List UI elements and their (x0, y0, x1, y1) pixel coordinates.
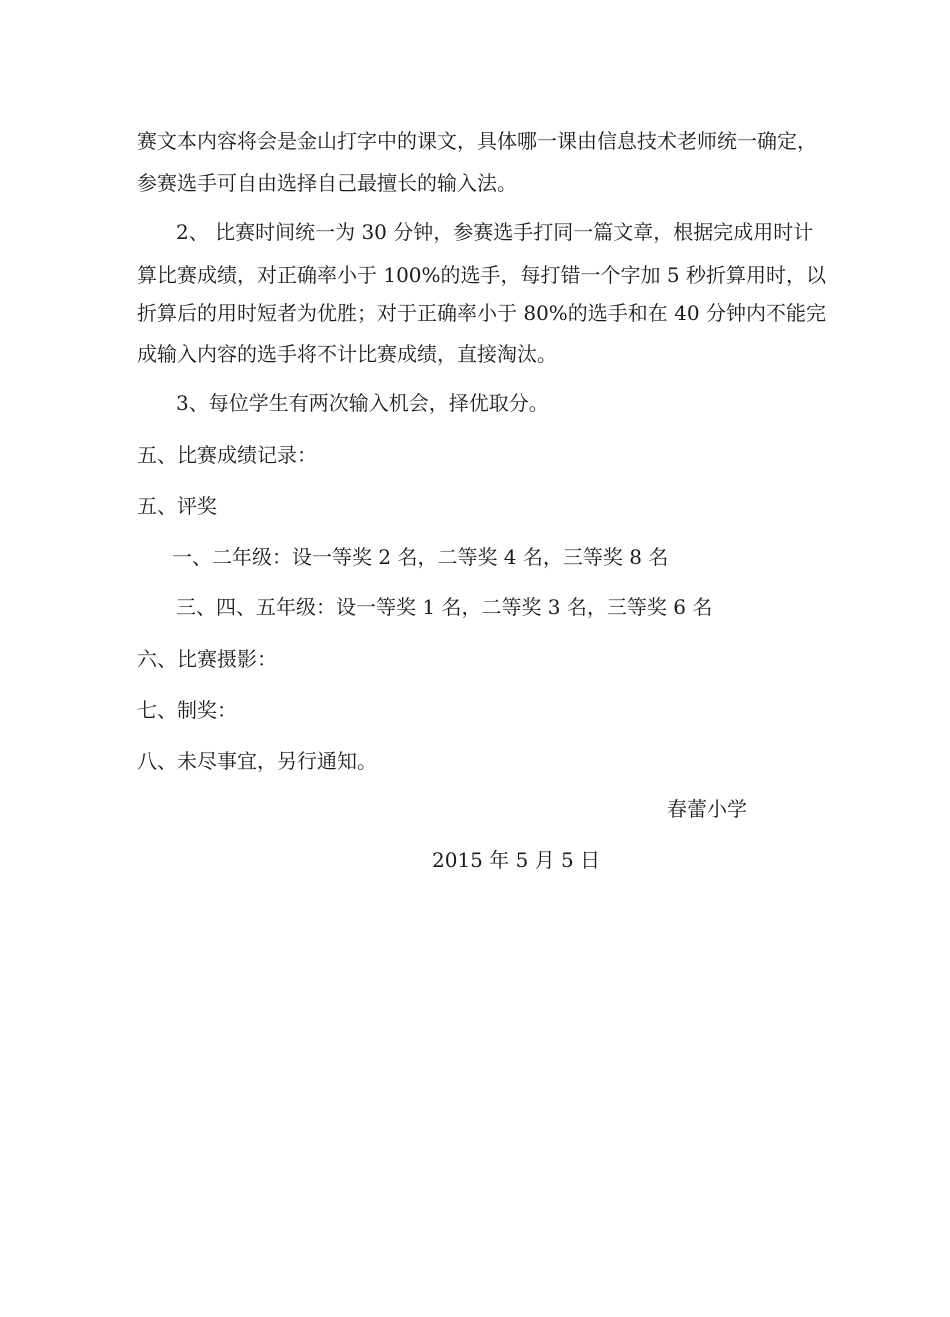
section-5-record-heading: 五、比赛成绩记录： (137, 443, 317, 467)
signature-school: 春蕾小学 (667, 797, 747, 821)
section-6-heading: 六、比赛摄影： (137, 647, 277, 671)
signature-date: 2015 年 5 月 5 日 (432, 848, 601, 872)
paragraph-1-line-2: 参赛选手可自由选择自己最擅长的输入法。 (137, 171, 517, 195)
section-5-awards-heading: 五、评奖 (137, 494, 217, 518)
paragraph-3: 3、每位学生有两次输入机会，择优取分。 (176, 391, 549, 415)
paragraph-2-line-1: 2、 比赛时间统一为 30 分钟，参赛选手打同一篇文章，根据完成用时计 (176, 220, 814, 244)
section-7-heading: 七、制奖： (137, 698, 237, 722)
awards-grades-3-5: 三、四、五年级：设一等奖 1 名，二等奖 3 名，三等奖 6 名 (176, 595, 713, 619)
paragraph-2-line-2: 算比赛成绩，对正确率小于 100%的选手，每打错一个字加 5 秒折算用时，以 (137, 263, 826, 287)
paragraph-2-line-4: 成输入内容的选手将不计比赛成绩，直接淘汰。 (137, 342, 557, 366)
awards-grades-1-2: 一、二年级：设一等奖 2 名，二等奖 4 名，三等奖 8 名 (172, 545, 669, 569)
paragraph-1-line-1: 赛文本内容将会是金山打字中的课文，具体哪一课由信息技术老师统一确定， (137, 129, 817, 153)
paragraph-2-line-3: 折算后的用时短者为优胜；对于正确率小于 80%的选手和在 40 分钟内不能完 (137, 301, 826, 325)
section-8-heading: 八、未尽事宜，另行通知。 (137, 749, 377, 773)
